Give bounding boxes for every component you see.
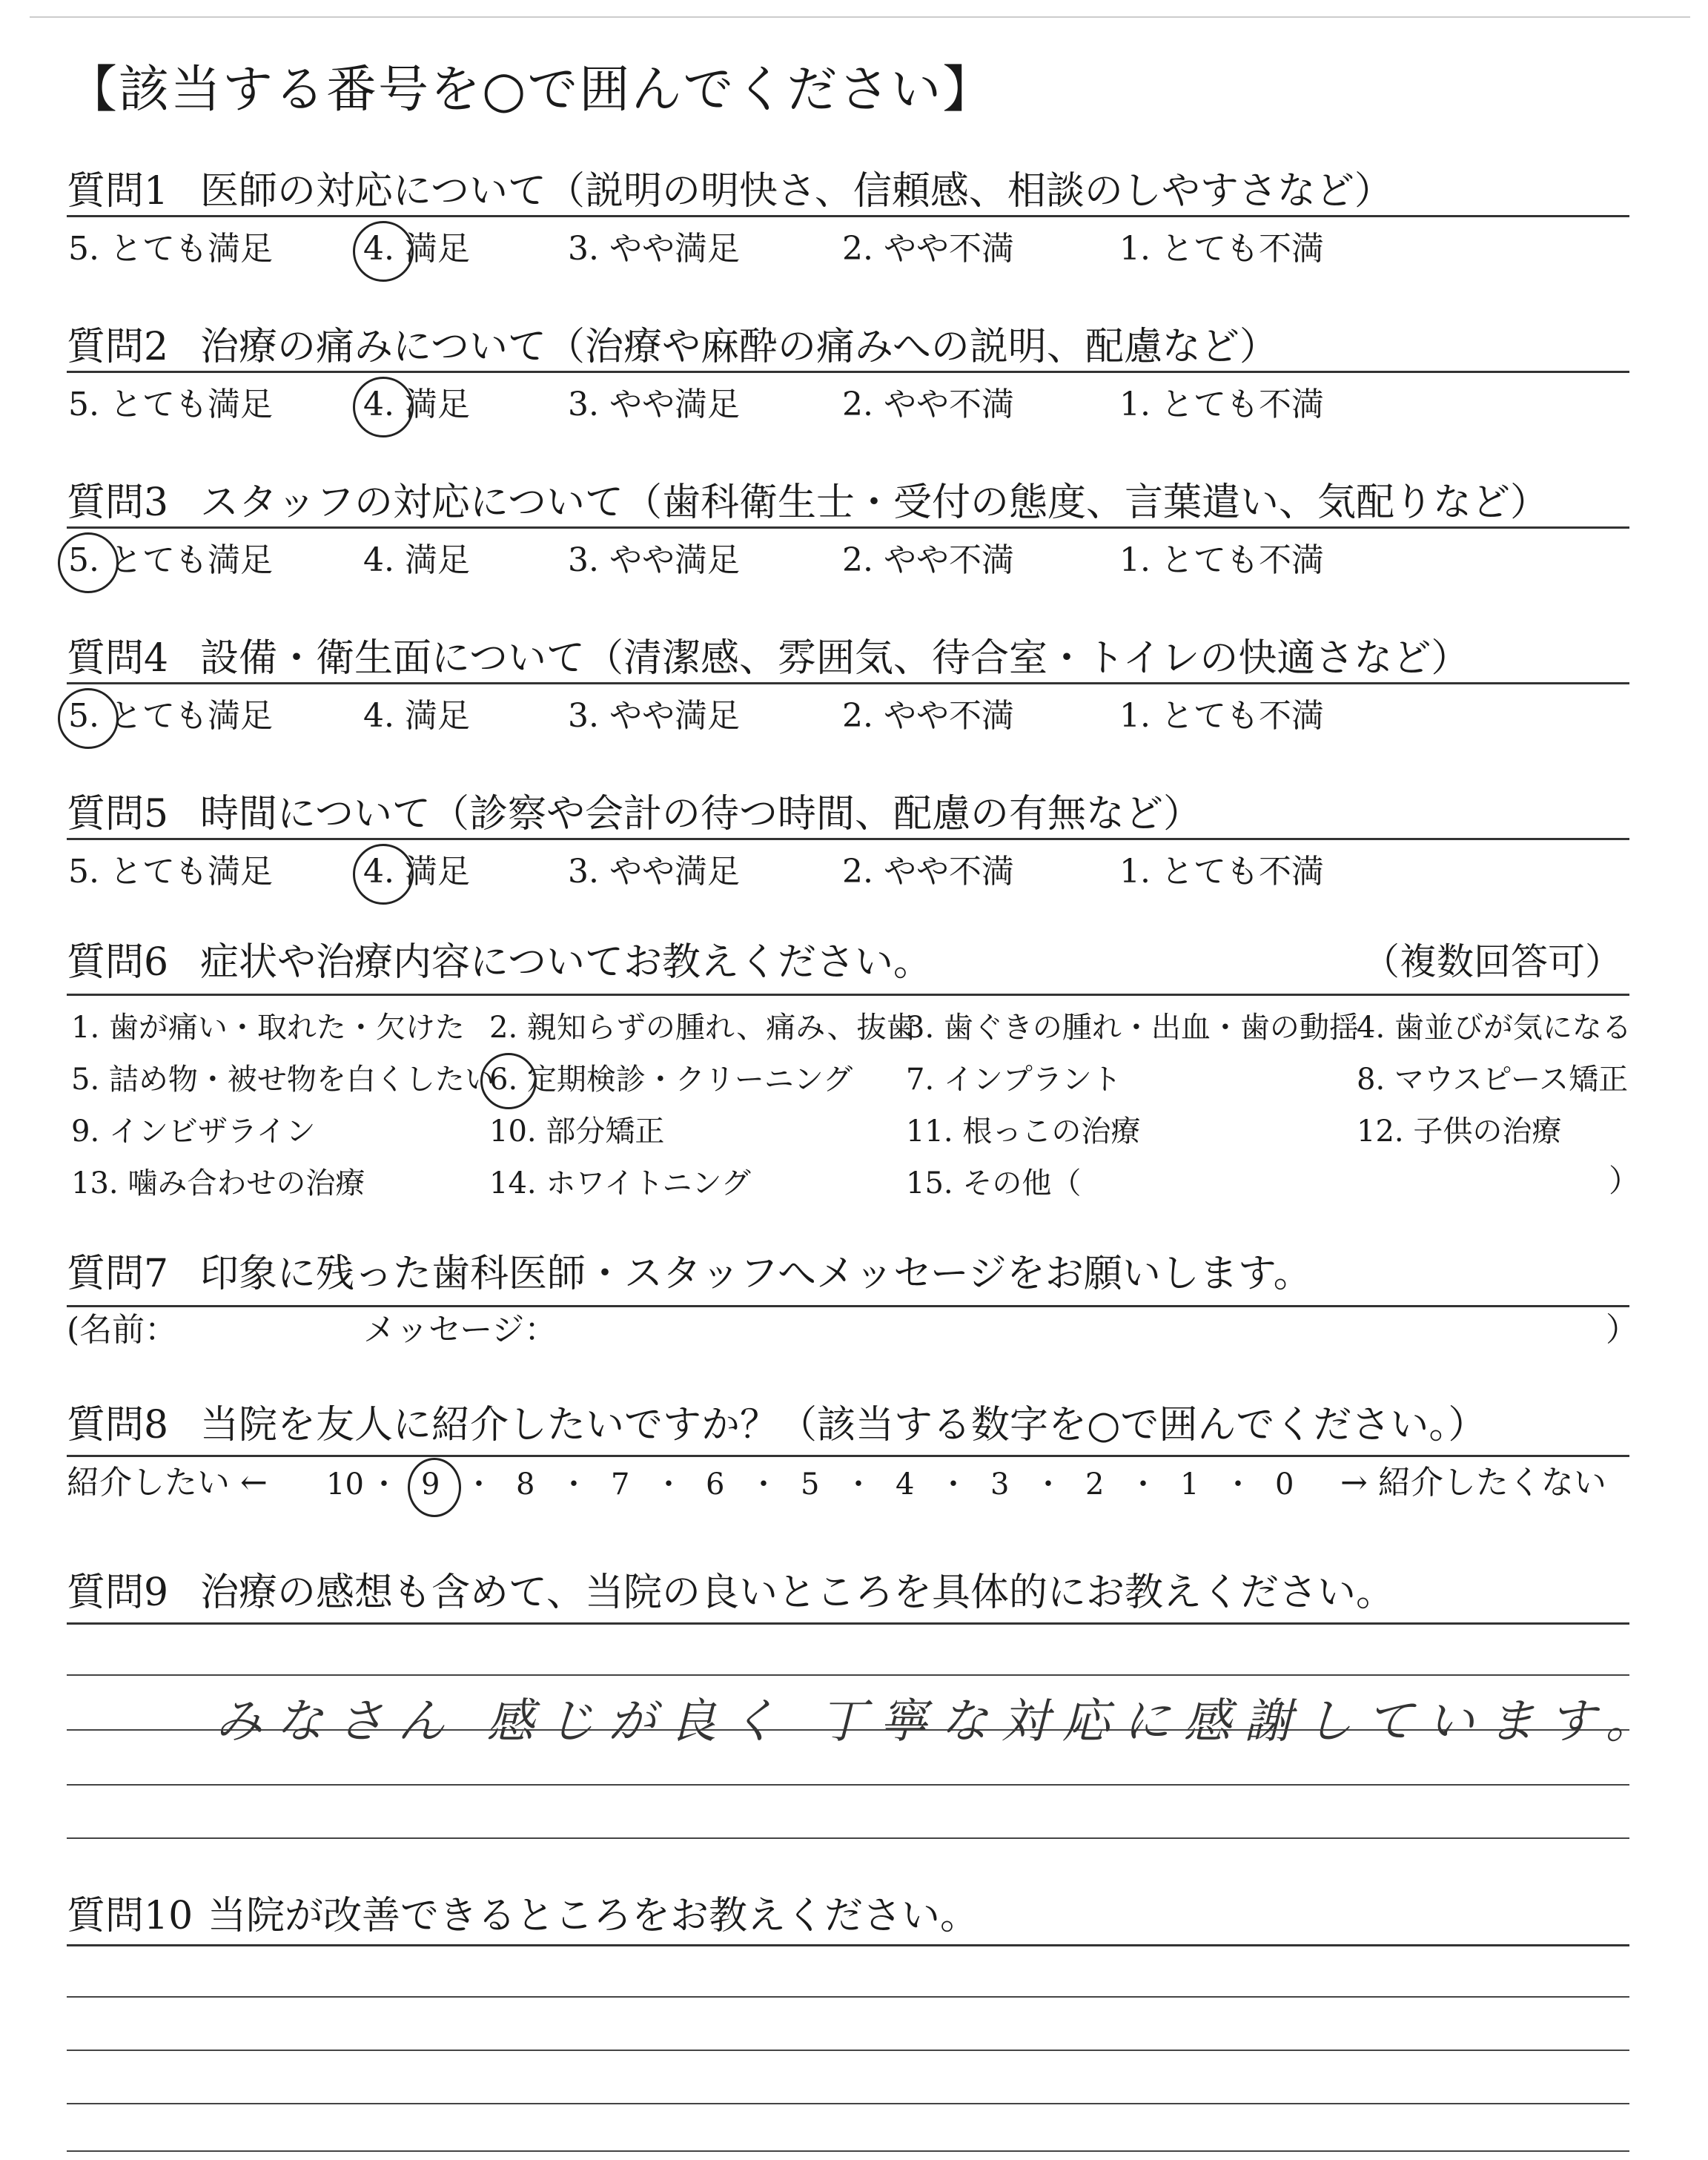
q3-rule <box>67 526 1629 529</box>
q5-number: 質問5 <box>67 792 169 836</box>
q6-option-12[interactable]: 12. 子供の治療 <box>1357 1114 1562 1149</box>
q6-option-2[interactable]: 2. 親知らずの腫れ、痛み、抜歯 <box>489 1011 916 1045</box>
q6-title <box>67 940 932 985</box>
q8-scale-4[interactable]: 4 <box>896 1467 915 1502</box>
q2-option-3[interactable]: 3. やや満足 <box>568 386 740 423</box>
q1-rule <box>67 215 1629 217</box>
q6-option-9[interactable]: 9. インビザライン <box>71 1114 316 1149</box>
q6-option-6[interactable]: 6. 定期検診・クリーニング <box>489 1063 853 1097</box>
q7-message-label: メッセージ： <box>363 1311 557 1349</box>
q4-option-4[interactable]: 4. 満足 <box>363 697 470 735</box>
q1-selection-circle <box>353 221 414 282</box>
q5-option-4[interactable]: 4. 満足 <box>363 853 470 891</box>
q5-option-1[interactable]: 1. とても不満 <box>1119 853 1324 891</box>
q2-selection-circle <box>353 377 414 437</box>
q8-separator: ・ <box>749 1467 778 1502</box>
q1-text: 医師の対応について（説明の明快さ、信頼感、相談のしやすさなど） <box>200 169 1393 214</box>
q4-option-1[interactable]: 1. とても不満 <box>1119 697 1324 735</box>
q3-option-5[interactable]: 5. とても満足 <box>68 541 273 579</box>
q2-text: 治療の痛みについて（治療や麻酔の痛みへの説明、配慮など） <box>200 325 1278 369</box>
q2-option-2[interactable]: 2. やや不満 <box>842 386 1014 423</box>
q8-separator: ・ <box>1223 1467 1253 1502</box>
q10-rule <box>67 1944 1629 1946</box>
q10-number: 質問10 <box>67 1894 193 1938</box>
q8-separator: ・ <box>844 1467 873 1502</box>
q4-text: 設備・衛生面について（清潔感、雰囲気、待合室・トイレの快適さなど） <box>200 636 1470 681</box>
q9-rule <box>67 1622 1629 1625</box>
q8-title <box>67 1403 1487 1447</box>
q8-scale-9[interactable]: 9 <box>421 1467 440 1502</box>
q5-rule <box>67 838 1629 840</box>
q6-option-11[interactable]: 11. 根っこの治療 <box>906 1114 1141 1149</box>
q8-separator: ・ <box>939 1467 968 1502</box>
q2-number: 質問2 <box>67 325 169 369</box>
q6-number: 質問6 <box>67 940 169 985</box>
q8-scale-5[interactable]: 5 <box>801 1467 820 1502</box>
q8-separator: ・ <box>1128 1467 1158 1502</box>
q5-option-2[interactable]: 2. やや不満 <box>842 853 1014 891</box>
q6-option-7[interactable]: 7. インプラント <box>906 1063 1122 1097</box>
q8-scale-10[interactable]: 10 <box>326 1467 364 1502</box>
q5-title <box>67 792 1202 836</box>
q6-option-14[interactable]: 14. ホワイトニング <box>489 1166 751 1200</box>
q8-scale-1[interactable]: 1 <box>1180 1467 1199 1502</box>
q8-left-label: 紹介したい ← <box>67 1464 268 1502</box>
q3-number: 質問3 <box>67 480 169 525</box>
q4-selection-circle <box>58 688 119 749</box>
q5-option-3[interactable]: 3. やや満足 <box>568 853 740 891</box>
q10-answer-line-4 <box>67 2150 1629 2152</box>
q6-option-8[interactable]: 8. マウスピース矯正 <box>1357 1063 1629 1097</box>
scan-top-edge <box>30 16 1690 18</box>
q2-rule <box>67 371 1629 373</box>
q8-rule <box>67 1455 1629 1457</box>
q8-text: 当院を友人に紹介したいですか？（該当する数字を○で囲んでください。） <box>200 1403 1487 1447</box>
q6-note: （複数回答可） <box>1363 940 1622 983</box>
q1-option-4[interactable]: 4. 満足 <box>363 230 470 268</box>
q8-separator: ・ <box>1033 1467 1063 1502</box>
q1-title <box>67 169 1393 214</box>
q6-option-3[interactable]: 3. 歯ぐきの腫れ・出血・歯の動揺 <box>906 1011 1359 1045</box>
q6-option-15[interactable]: 15. その他（ <box>906 1166 1082 1200</box>
q6-option-5[interactable]: 5. 詰め物・被せ物を白くしたい <box>71 1063 494 1097</box>
q9-number: 質問9 <box>67 1571 169 1615</box>
q8-scale-3[interactable]: 3 <box>990 1467 1010 1502</box>
q8-scale-7[interactable]: 7 <box>611 1467 630 1502</box>
q4-number: 質問4 <box>67 636 169 681</box>
q8-separator: ・ <box>464 1467 494 1502</box>
q3-option-1[interactable]: 1. とても不満 <box>1119 541 1324 579</box>
q9-answer-line-1 <box>67 1674 1629 1676</box>
q8-selection-circle <box>408 1458 461 1517</box>
q10-text: 当院が改善できるところをお教えください。 <box>208 1894 979 1938</box>
q3-option-3[interactable]: 3. やや満足 <box>568 541 740 579</box>
q8-scale-0[interactable]: 0 <box>1275 1467 1294 1502</box>
q9-text: 治療の感想も含めて、当院の良いところを具体的にお教えください。 <box>200 1571 1394 1615</box>
q4-option-3[interactable]: 3. やや満足 <box>568 697 740 735</box>
q9-title <box>67 1571 1394 1615</box>
q3-title <box>67 480 1549 525</box>
q1-option-5[interactable]: 5. とても満足 <box>68 230 273 268</box>
q5-text: 時間について（診察や会計の待つ時間、配慮の有無など） <box>200 792 1202 836</box>
q5-selection-circle <box>353 844 414 905</box>
q1-option-1[interactable]: 1. とても不満 <box>1119 230 1324 268</box>
q6-close-paren: ） <box>1609 1163 1641 1199</box>
q8-scale-6[interactable]: 6 <box>706 1467 725 1502</box>
q2-option-4[interactable]: 4. 満足 <box>363 386 470 423</box>
q8-number: 質問8 <box>67 1403 169 1447</box>
q1-option-3[interactable]: 3. やや満足 <box>568 230 740 268</box>
q10-answer-line-1 <box>67 1996 1629 1998</box>
q2-option-1[interactable]: 1. とても不満 <box>1119 386 1324 423</box>
q6-option-13[interactable]: 13. 噛み合わせの治療 <box>71 1166 365 1200</box>
q3-text: スタッフの対応について（歯科衛生士・受付の態度、言葉遣い、気配りなど） <box>200 480 1549 525</box>
q3-option-4[interactable]: 4. 満足 <box>363 541 470 579</box>
q8-separator: ・ <box>559 1467 589 1502</box>
q8-scale-8[interactable]: 8 <box>516 1467 535 1502</box>
q7-title <box>67 1252 1312 1296</box>
q10-answer-line-2 <box>67 2050 1629 2051</box>
q4-rule <box>67 682 1629 684</box>
q8-separator: ・ <box>654 1467 683 1502</box>
q9-handwritten-answer: みなさん 感じが良く 丁寧な対応に感謝しています。 <box>215 1694 1666 1749</box>
q3-option-2[interactable]: 2. やや不満 <box>842 541 1014 579</box>
q10-title <box>67 1894 979 1938</box>
q9-answer-line-4 <box>67 1837 1629 1839</box>
q7-name-label: (名前： <box>67 1311 178 1349</box>
q7-text: 印象に残った歯科医師・スタッフへメッセージをお願いします。 <box>200 1252 1312 1296</box>
q7-number: 質問7 <box>67 1252 169 1296</box>
q6-option-10[interactable]: 10. 部分矯正 <box>489 1114 665 1149</box>
q3-selection-circle <box>58 532 119 593</box>
q9-answer-line-3 <box>67 1784 1629 1786</box>
q6-selection-circle <box>480 1053 537 1109</box>
q1-number: 質問1 <box>67 169 169 214</box>
q1-option-2[interactable]: 2. やや不満 <box>842 230 1014 268</box>
q6-option-4[interactable]: 4. 歯並びが気になる <box>1357 1011 1632 1045</box>
form-header: 【該当する番号を○で囲んでください】 <box>67 61 995 119</box>
q4-option-5[interactable]: 5. とても満足 <box>68 697 273 735</box>
q5-option-5[interactable]: 5. とても満足 <box>68 853 273 891</box>
q8-scale-2[interactable]: 2 <box>1085 1467 1105 1502</box>
q2-title <box>67 325 1278 369</box>
q2-option-5[interactable]: 5. とても満足 <box>68 386 273 423</box>
q8-separator: ・ <box>369 1467 399 1502</box>
q4-option-2[interactable]: 2. やや不満 <box>842 697 1014 735</box>
q10-answer-line-3 <box>67 2103 1629 2104</box>
q6-option-1[interactable]: 1. 歯が痛い・取れた・欠けた <box>71 1011 465 1045</box>
q6-text: 症状や治療内容についてお教えください。 <box>200 940 932 985</box>
q8-right-label: → 紹介したくない <box>1340 1464 1606 1502</box>
q7-rule <box>67 1305 1629 1307</box>
q4-title <box>67 636 1470 681</box>
q7-close-paren: ） <box>1606 1311 1638 1349</box>
q6-rule <box>67 994 1629 996</box>
